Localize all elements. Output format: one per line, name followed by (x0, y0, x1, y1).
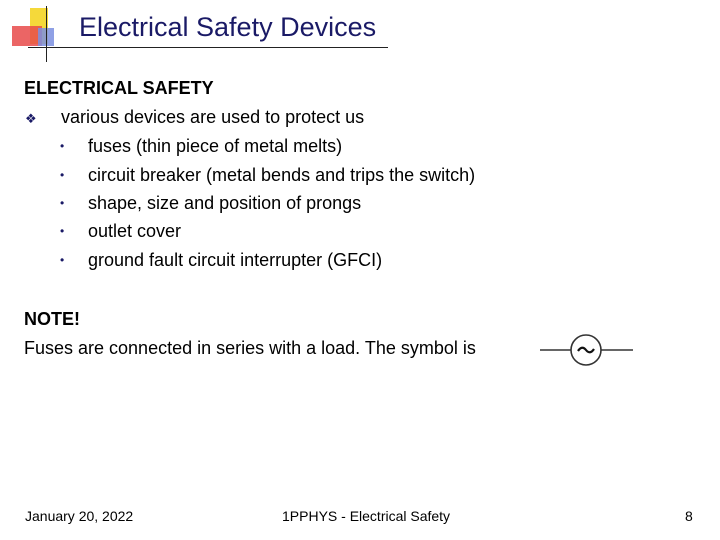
main-point: various devices are used to protect us (61, 107, 365, 127)
slide-title: Electrical Safety Devices (79, 12, 377, 42)
note-text: Fuses are connected in series with a load. The symbol is (24, 338, 476, 358)
decor-vertical-line (46, 6, 47, 62)
note-heading: NOTE! (24, 309, 80, 329)
footer-date: January 20, 2022 (25, 508, 134, 524)
bullet-icon: • (60, 196, 65, 210)
sub-point-outlet-cover: outlet cover (88, 221, 182, 241)
section-heading: ELECTRICAL SAFETY (24, 78, 214, 98)
sub-point-gfci: ground fault circuit interrupter (GFCI) (88, 250, 383, 270)
sub-point-circuit-breaker: circuit breaker (metal bends and trips the switch) (88, 165, 476, 185)
bullet-icon: • (60, 168, 65, 182)
bullet-icon: • (60, 224, 65, 238)
bullet-icon: • (60, 253, 65, 267)
page-number: 8 (685, 508, 693, 524)
bullet-icon: • (60, 139, 65, 153)
sub-point-prongs: shape, size and position of prongs (88, 193, 362, 213)
title-underline (28, 47, 388, 48)
fuse-symbol-icon (538, 332, 638, 368)
footer-course: 1PPHYS - Electrical Safety (282, 508, 451, 524)
diamond-bullet-icon: ❖ (25, 111, 37, 126)
sub-point-fuses: fuses (thin piece of metal melts) (88, 136, 343, 156)
